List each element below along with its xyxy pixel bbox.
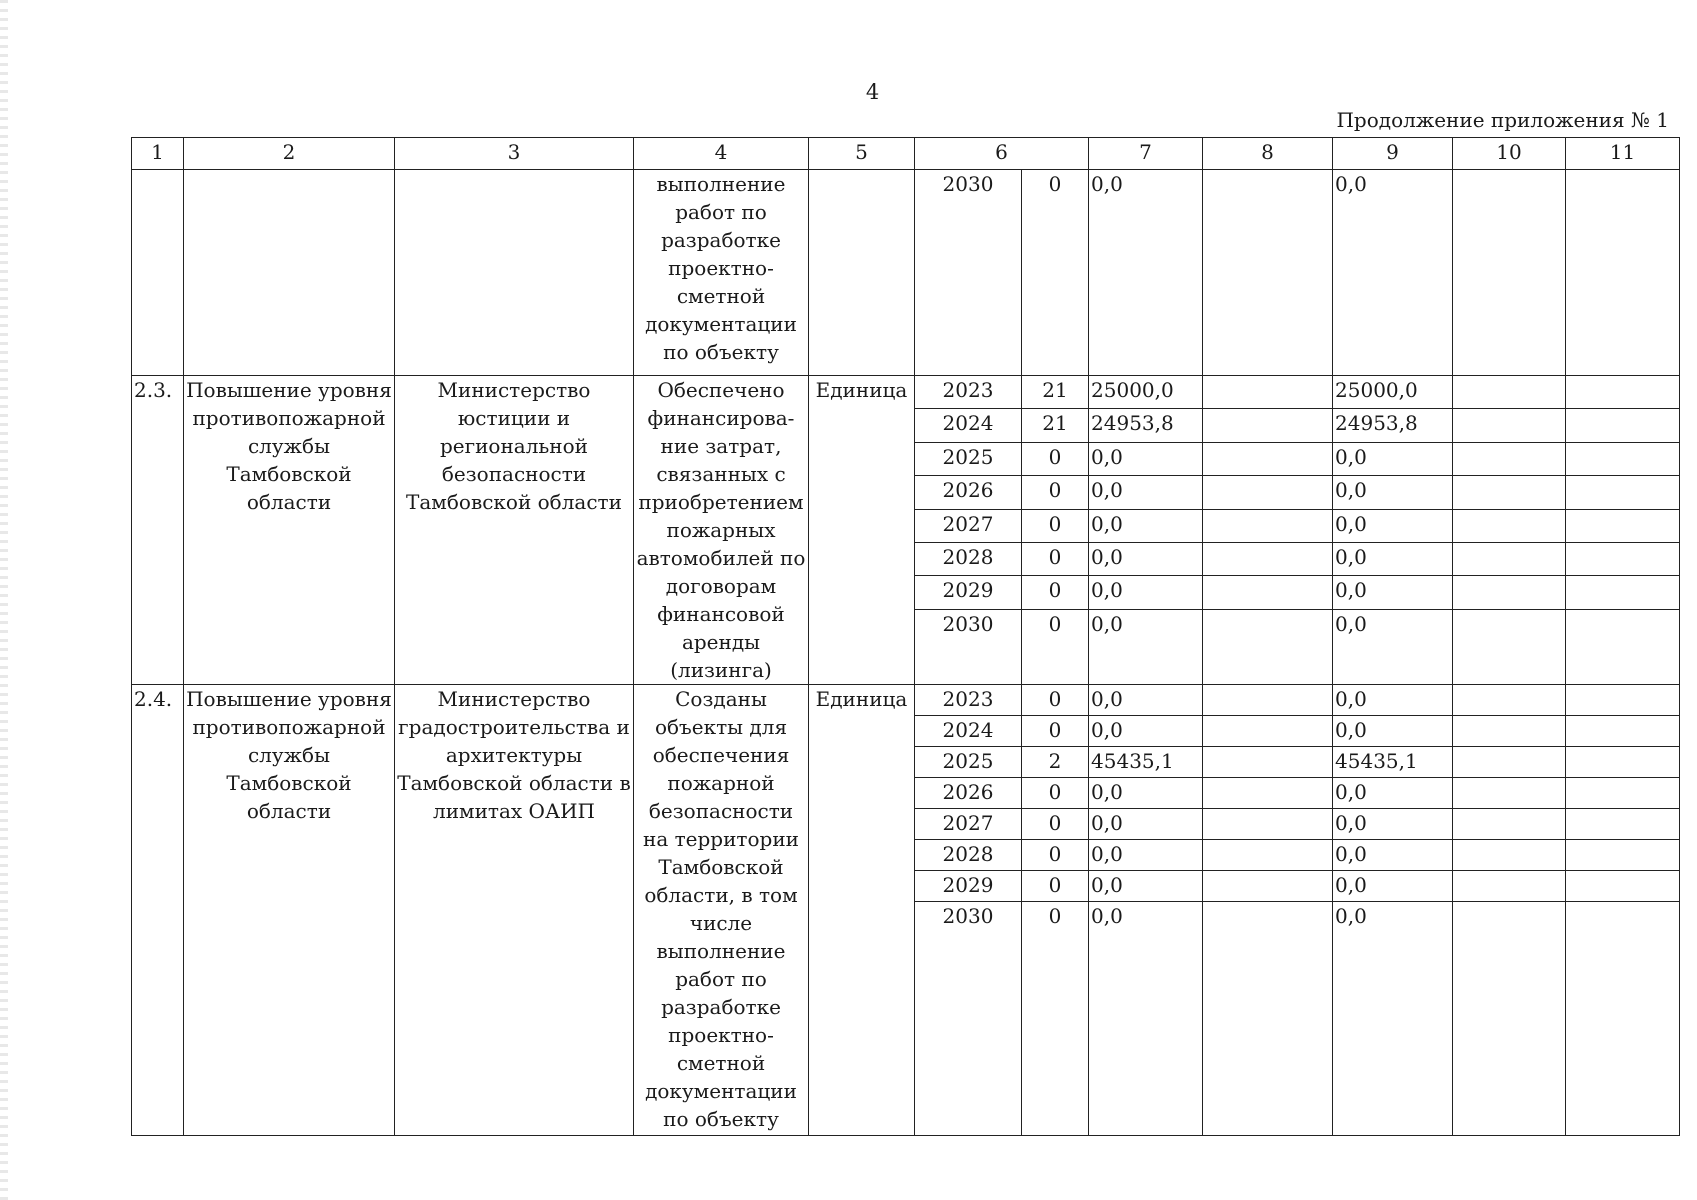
value-cell: 25000,0 xyxy=(1333,376,1453,409)
count-cell: 0 xyxy=(1022,476,1089,509)
header-cell: 7 xyxy=(1089,138,1203,170)
header-cell: 2 xyxy=(184,138,395,170)
cell xyxy=(1203,809,1333,840)
cell xyxy=(1566,576,1680,609)
cell xyxy=(1566,685,1680,716)
value-cell: 0,0 xyxy=(1333,809,1453,840)
header-cell: 10 xyxy=(1453,138,1566,170)
year-cell: 2030 xyxy=(915,609,1022,684)
cell xyxy=(1203,871,1333,902)
cell xyxy=(1566,609,1680,684)
count-cell: 0 xyxy=(1022,840,1089,871)
cell xyxy=(1566,476,1680,509)
cell xyxy=(1453,170,1566,376)
executor-cell: Министерство градостроительства и архитектуры Тамбовской области в лимитах ОАИП xyxy=(395,685,634,1136)
year-cell: 2028 xyxy=(915,840,1022,871)
row-id: 2.3. xyxy=(132,376,184,685)
year-cell: 2023 xyxy=(915,685,1022,716)
cell xyxy=(1203,576,1333,609)
cell xyxy=(809,170,915,376)
unit-cell: Единица xyxy=(809,376,915,685)
value-cell: 45435,1 xyxy=(1089,747,1203,778)
cell xyxy=(1566,716,1680,747)
value-cell: 0,0 xyxy=(1089,509,1203,542)
count-cell: 21 xyxy=(1022,376,1089,409)
value-cell: 0,0 xyxy=(1089,170,1203,376)
value-cell: 0,0 xyxy=(1333,902,1453,1136)
count-cell: 0 xyxy=(1022,902,1089,1136)
cell xyxy=(1453,747,1566,778)
result-text: выполнение работ по разработке проектно-сметной документации по объекту xyxy=(634,170,809,376)
cell xyxy=(1203,778,1333,809)
value-cell: 24953,8 xyxy=(1333,409,1453,442)
cell xyxy=(1566,809,1680,840)
value-cell: 0,0 xyxy=(1333,476,1453,509)
continued-row xyxy=(132,170,1680,376)
cell xyxy=(1203,902,1333,1136)
cell xyxy=(1453,409,1566,442)
goal-cell: Повышение уровня противопожарной службы Тамбовской области xyxy=(184,376,395,685)
value-cell: 0,0 xyxy=(1333,871,1453,902)
count-cell: 0 xyxy=(1022,809,1089,840)
row-id: 2.4. xyxy=(132,685,184,1136)
cell xyxy=(1566,376,1680,409)
count-cell: 0 xyxy=(1022,542,1089,575)
value-cell: 0,0 xyxy=(1089,902,1203,1136)
cell xyxy=(1453,609,1566,684)
cell xyxy=(1566,409,1680,442)
value-cell: 0,0 xyxy=(1089,576,1203,609)
value-cell: 0,0 xyxy=(1333,685,1453,716)
year-cell: 2027 xyxy=(915,509,1022,542)
scan-edge xyxy=(0,0,8,1200)
value-cell: 0,0 xyxy=(1089,778,1203,809)
count-cell: 21 xyxy=(1022,409,1089,442)
cell xyxy=(1566,509,1680,542)
cell xyxy=(132,170,184,376)
cell xyxy=(1453,476,1566,509)
cell xyxy=(1453,809,1566,840)
data-table xyxy=(131,137,1680,1136)
page-number: 4 xyxy=(865,80,880,104)
count-cell: 0 xyxy=(1022,170,1089,376)
count-cell: 0 xyxy=(1022,778,1089,809)
cell xyxy=(1566,840,1680,871)
cell xyxy=(1453,576,1566,609)
value-cell: 0,0 xyxy=(1089,809,1203,840)
cell xyxy=(1203,685,1333,716)
result-cell: Созданы объекты для обеспечения пожарной безопасности на территории Тамбовской области, в том числе выполнение работ по разработке проектно-сметной документации по объекту xyxy=(634,685,809,1136)
header-cell: 6 xyxy=(915,138,1089,170)
cell xyxy=(1203,747,1333,778)
value-cell: 0,0 xyxy=(1333,442,1453,475)
count-cell: 0 xyxy=(1022,509,1089,542)
count-cell: 0 xyxy=(1022,685,1089,716)
cell xyxy=(1566,442,1680,475)
unit-cell: Единица xyxy=(809,685,915,1136)
value-cell: 0,0 xyxy=(1333,542,1453,575)
cell xyxy=(1203,442,1333,475)
result-cell: Обеспечено финансирова-ние затрат, связанных с приобретением пожарных автомобилей по договорам финансовой аренды (лизинга) xyxy=(634,376,809,685)
cell xyxy=(1566,778,1680,809)
cell xyxy=(1566,542,1680,575)
cell xyxy=(1453,840,1566,871)
executor-cell: Министерство юстиции и региональной безопасности Тамбовской области xyxy=(395,376,634,685)
year-cell: 2028 xyxy=(915,542,1022,575)
cell xyxy=(1203,409,1333,442)
value-cell: 0,0 xyxy=(1089,840,1203,871)
table-row xyxy=(132,685,1680,716)
cell xyxy=(1566,902,1680,1136)
cell xyxy=(1453,376,1566,409)
cell xyxy=(1453,442,1566,475)
value-cell: 0,0 xyxy=(1333,509,1453,542)
cell xyxy=(1453,871,1566,902)
table-row xyxy=(132,376,1680,409)
cell xyxy=(395,170,634,376)
cell xyxy=(1203,542,1333,575)
year-cell: 2024 xyxy=(915,409,1022,442)
continuation-label: Продолжение приложения № 1 xyxy=(1336,108,1669,132)
cell xyxy=(1203,609,1333,684)
year-cell: 2023 xyxy=(915,376,1022,409)
cell xyxy=(1203,376,1333,409)
count-cell: 0 xyxy=(1022,576,1089,609)
value-cell: 0,0 xyxy=(1089,542,1203,575)
value-cell: 0,0 xyxy=(1333,609,1453,684)
header-cell: 5 xyxy=(809,138,915,170)
count-cell: 0 xyxy=(1022,871,1089,902)
year-cell: 2030 xyxy=(915,170,1022,376)
header-cell: 1 xyxy=(132,138,184,170)
count-cell: 2 xyxy=(1022,747,1089,778)
year-cell: 2029 xyxy=(915,576,1022,609)
cell xyxy=(1566,170,1680,376)
cell xyxy=(1203,170,1333,376)
year-cell: 2024 xyxy=(915,716,1022,747)
cell xyxy=(1453,716,1566,747)
header-cell: 8 xyxy=(1203,138,1333,170)
year-cell: 2030 xyxy=(915,902,1022,1136)
header-cell: 9 xyxy=(1333,138,1453,170)
value-cell: 45435,1 xyxy=(1333,747,1453,778)
value-cell: 0,0 xyxy=(1089,716,1203,747)
header-cell: 4 xyxy=(634,138,809,170)
value-cell: 0,0 xyxy=(1089,476,1203,509)
value-cell: 0,0 xyxy=(1089,609,1203,684)
cell xyxy=(1203,476,1333,509)
cell xyxy=(1566,747,1680,778)
cell xyxy=(1203,716,1333,747)
cell xyxy=(1203,840,1333,871)
count-cell: 0 xyxy=(1022,442,1089,475)
cell xyxy=(1453,902,1566,1136)
value-cell: 0,0 xyxy=(1089,442,1203,475)
value-cell: 24953,8 xyxy=(1089,409,1203,442)
cell xyxy=(184,170,395,376)
year-cell: 2026 xyxy=(915,778,1022,809)
goal-cell: Повышение уровня противопожарной службы Тамбовской области xyxy=(184,685,395,1136)
value-cell: 0,0 xyxy=(1089,871,1203,902)
year-cell: 2029 xyxy=(915,871,1022,902)
value-cell: 0,0 xyxy=(1089,685,1203,716)
value-cell: 0,0 xyxy=(1333,840,1453,871)
year-cell: 2025 xyxy=(915,442,1022,475)
value-cell: 25000,0 xyxy=(1089,376,1203,409)
value-cell: 0,0 xyxy=(1333,170,1453,376)
header-cell: 3 xyxy=(395,138,634,170)
count-cell: 0 xyxy=(1022,716,1089,747)
cell xyxy=(1453,778,1566,809)
cell xyxy=(1453,542,1566,575)
value-cell: 0,0 xyxy=(1333,576,1453,609)
value-cell: 0,0 xyxy=(1333,716,1453,747)
year-cell: 2026 xyxy=(915,476,1022,509)
year-cell: 2027 xyxy=(915,809,1022,840)
cell xyxy=(1203,509,1333,542)
cell xyxy=(1566,871,1680,902)
header-cell: 11 xyxy=(1566,138,1680,170)
cell xyxy=(1453,509,1566,542)
cell xyxy=(1453,685,1566,716)
value-cell: 0,0 xyxy=(1333,778,1453,809)
header-row xyxy=(132,138,1680,170)
count-cell: 0 xyxy=(1022,609,1089,684)
year-cell: 2025 xyxy=(915,747,1022,778)
